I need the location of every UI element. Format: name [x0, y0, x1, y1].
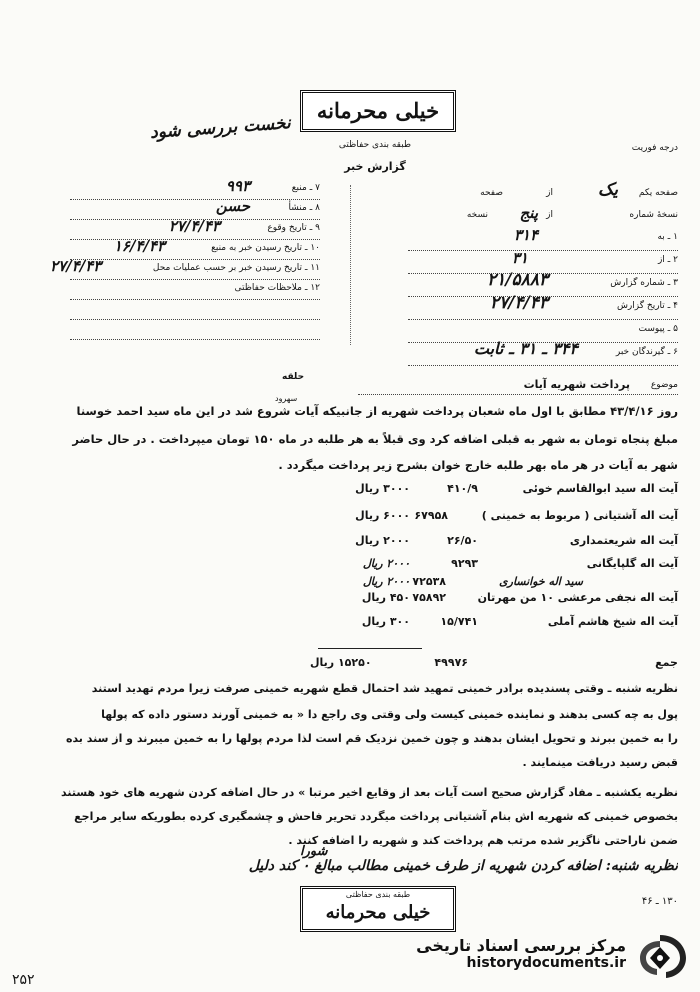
subject-label: موضوع	[650, 380, 678, 390]
field-label: ۷ ـ منبع	[291, 183, 320, 193]
field-label: نسخهٔ شماره	[629, 210, 678, 220]
bottom-stamp-text: خیلی محرمانه	[325, 902, 431, 923]
payment-name: آیت اله نجفی مرعشی ۱۰ من مهرتان	[477, 591, 678, 604]
field-label: صفحه یکم	[638, 188, 678, 198]
field-value: ۳۱	[511, 249, 528, 267]
watermark-url: historydocuments.ir	[466, 955, 626, 971]
right-fields	[408, 180, 678, 366]
payment-amount: ۲۰۰۰ ریال	[362, 575, 410, 588]
left-fields	[50, 177, 320, 340]
remarks-line: را به خمین ببرند و تحویل ایشان بدهند و چون خمین نزدیک قم است لذا مردم پولها را به خمین میبرند و از سند بده	[65, 732, 678, 745]
payment-name: آیت اله سید ابوالقاسم خوئی	[522, 482, 678, 495]
field-value: ۳۱۴	[513, 226, 538, 244]
field-suffix: صفحه	[480, 188, 503, 198]
field-label: ۱۲ ـ ملاحظات حفاظتی	[234, 283, 320, 293]
field-label: ۱۰ ـ تاریخ رسیدن خبر به منبع	[211, 243, 320, 253]
field-page	[408, 180, 678, 206]
body-line: مبلغ پنجاه تومان به شهر به قبلی اضافه کرد وی قبلاً به هر طلبه در ماه ۱۵۰ تومان میپرداخت . در حال حاضر	[72, 432, 678, 446]
field-security-notes	[70, 280, 320, 300]
payment-name: آیت اله شریعتمداری	[569, 534, 678, 547]
field-label: ۶ ـ گیرندگان خبر	[615, 347, 678, 357]
remarks-line: پول به چه کسی بدهند و نماینده خمینی کیست ولی وقتی وی راجع دا « به خمینی آورند دستور داده که پولها	[101, 708, 678, 721]
field-value: ۱۶/۴/۴۳	[113, 237, 165, 255]
field-occurrence-date	[70, 217, 320, 240]
total-amount: ۱۵۲۵۰ ریال	[310, 656, 372, 669]
remarks-line: بخصوص خمینی که شهریه اش بنام آشتیانی پرداخت میگردد تحریر فاحش و چشمگیری کرده بطوریکه سایر مراجع	[74, 810, 678, 823]
field-label: ۱ ـ به	[657, 232, 678, 242]
field-source-received-date	[70, 237, 320, 260]
archive-logo-icon	[630, 932, 690, 980]
field-label: ۸ ـ منشأ	[288, 203, 320, 213]
watermark-title: مرکز بررسی اسناد تاریخی	[416, 936, 626, 955]
field-to	[408, 228, 678, 251]
body-line: شهر به آیات در هر ماه بهر طلبه خارج خوان بشرح زیر پرداخت میگردد .	[278, 458, 678, 472]
field-report-date	[408, 293, 678, 320]
total-label: جمع	[655, 656, 678, 669]
field-label: ۱۱ ـ تاریخ رسیدن خبر بر حسب عملیات محل	[152, 263, 320, 273]
field-mid: از	[546, 210, 553, 220]
bottom-classification-stamp	[300, 886, 456, 932]
payment-code: ۶۷۹۵۸	[414, 509, 448, 522]
body-line: روز ۴۳/۴/۱۶ مطابق با اول ماه شعبان پرداخت شهریه از جانبیکه آیات شروع شد در این ماه سید احمد خوسنا	[76, 404, 678, 418]
field-value: ۲۷/۴/۴۳	[489, 293, 548, 313]
field-mid: از	[546, 188, 553, 198]
watermark	[356, 936, 626, 982]
field-label: ۴ ـ تاریخ گزارش	[616, 301, 678, 311]
field-copy	[408, 206, 678, 228]
field-label: ۵ ـ پیوست	[638, 324, 678, 334]
payment-code: ۴۱۰/۹	[447, 482, 478, 495]
remarks-line: قبض رسید دریافت مینمایند .	[522, 756, 678, 769]
field-value: ۲۷/۴/۴۳	[50, 257, 102, 275]
payment-name: آیت اله گلپایگانی	[586, 557, 678, 570]
payment-code: ۹۲۹۳	[451, 557, 478, 570]
field-blank-line	[70, 320, 320, 340]
remarks-line: ضمن ناراحتی ناگزیر شده مرتب هم پرداخت کند و شهریه را اضافه کنند .	[288, 834, 678, 847]
payment-amounts	[300, 482, 410, 632]
payment-code: ۷۲۵۳۸	[412, 575, 446, 588]
payment-amount: ۴۵۰ ریال	[361, 591, 410, 604]
field-recipients	[408, 339, 678, 366]
field-value: یک	[598, 180, 618, 200]
payment-amount: ۳۰۰۰ ریال	[355, 482, 410, 495]
field-suffix: نسخه	[466, 210, 488, 220]
field-value: پنج	[519, 204, 538, 222]
remarks-line: نظریه یکشنبه ـ مفاد گزارش صحیح است آیات بعد از وقایع اخیر مرتبا » در حال اضافه کردن شهریه های خود هستند	[61, 786, 678, 799]
total-row	[300, 656, 678, 674]
payment-name: آیت اله آشتیانی ( مربوط به خمینی )	[481, 509, 678, 522]
payment-name: سید اله خوانساری	[499, 575, 583, 588]
payment-amount: ۲۰۰۰ ریال	[362, 557, 410, 570]
report-title: گزارش خبر	[344, 160, 406, 173]
field-label: ۳ ـ شماره گزارش	[610, 278, 678, 288]
handwritten-note-top: نخست بررسی شود	[149, 113, 292, 143]
doc-code: ۱۳۰ ـ ۴۶	[641, 896, 678, 907]
payment-amount: ۲۰۰۰ ریال	[355, 534, 410, 547]
field-label: ۲ ـ از	[657, 255, 678, 265]
field-value: ۲۷/۴/۴۳	[168, 217, 220, 235]
classification-label: طبقه بندی حفاظتی	[338, 140, 412, 150]
handwritten-signature: شورا	[300, 844, 328, 859]
handwritten-footer: نظریه شنبه: اضافه کردن شهریه از طرف خمینی مطالب مبالغ ۰ کند دلیل	[248, 858, 678, 874]
field-value: ۳۴۴ ـ ۳۱ ـ ثابت	[473, 339, 578, 358]
remarks-line: نظریه شنبه ـ وقتی پسندیده برادر خمینی تمهید شد احتمال قطع شهریه خمینی صرفت زیرا مردم تهدید استند	[91, 682, 678, 695]
payment-amount: ۳۰۰ ریال	[361, 615, 410, 628]
margin-note: حلقه	[282, 372, 305, 382]
payment-code: ۲۶/۵۰	[447, 534, 478, 547]
total-code: ۴۹۹۷۶	[434, 656, 468, 669]
bottom-stamp-label: طبقه بندی حفاظتی	[345, 890, 411, 899]
subject-line	[358, 378, 678, 395]
field-value: ۹۹۳	[225, 177, 250, 195]
field-value: ۲۱/۵۸۸۳	[487, 270, 548, 290]
payment-code: ۷۵۸۹۲	[412, 591, 446, 604]
total-separator	[318, 648, 422, 649]
payment-amount: ۶۰۰۰ ریال	[355, 509, 410, 522]
field-source	[70, 177, 320, 200]
field-local-received-date	[50, 257, 320, 280]
margin-note-2: سهرود	[275, 394, 298, 403]
field-label: ۹ ـ تاریخ وقوع	[267, 223, 320, 233]
urgency-label: درجه فوریت	[631, 143, 678, 153]
top-classification-stamp: خیلی محرمانه	[300, 90, 456, 132]
field-value: حسن	[215, 197, 250, 215]
field-divider	[350, 185, 351, 345]
page-number: ۲۵۲	[12, 972, 35, 988]
field-blank-line	[70, 300, 320, 320]
subject-text: پرداخت شهریه آیات	[523, 378, 630, 391]
payment-name: آیت اله شیخ هاشم آملی	[547, 615, 678, 628]
payment-code: ۱۵/۷۴۱	[440, 615, 478, 628]
